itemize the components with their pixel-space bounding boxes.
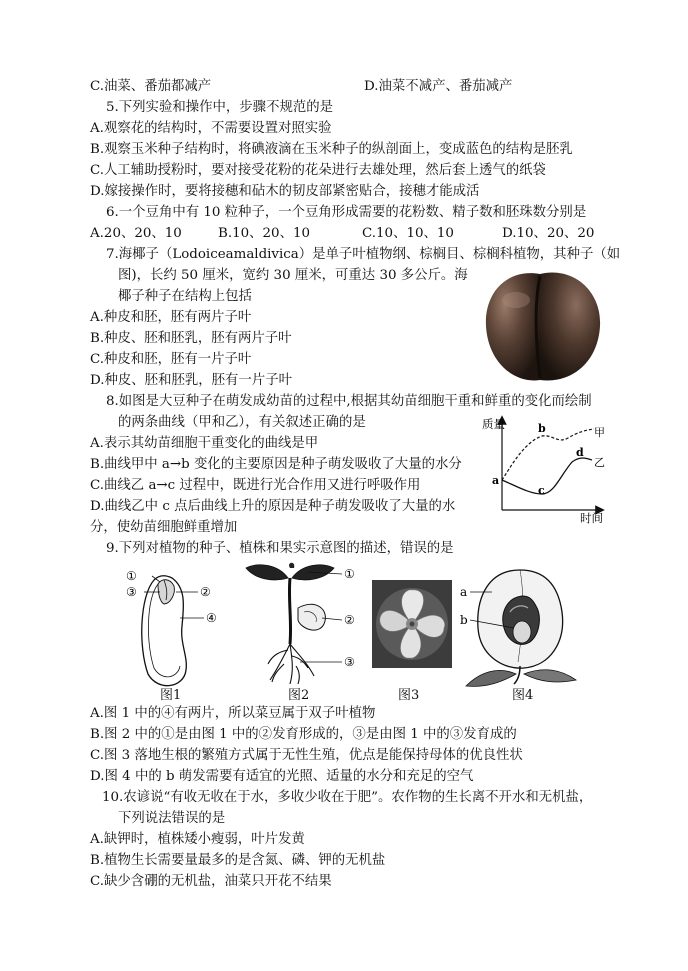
- curve-yi: [502, 458, 592, 494]
- q6-option-a: A.20、20、10: [90, 226, 182, 241]
- caption-fig1: 图1: [160, 688, 182, 703]
- q10-option-b: B.植物生长需要量最多的是含氮、磷、钾的无机盐: [90, 853, 386, 868]
- figure-4-peach-fruit: [458, 562, 582, 690]
- q9-option-a: A.图 1 中的④有两片，所以菜豆属于双子叶植物: [90, 706, 376, 721]
- q7-option-d: D.种皮、胚和胚乳，胚有一片子叶: [90, 373, 292, 388]
- q6-stem: 6.一个豆角中有 10 粒种子，一个豆角形成需要的花粉数、精子数和胚珠数分别是: [106, 205, 587, 220]
- graph-xlabel: 时间: [580, 511, 603, 524]
- q7-option-c: C.种皮和胚，胚有一片子叶: [90, 352, 252, 367]
- q7-stem-3: 椰子种子在结构上包括: [118, 289, 252, 304]
- fig1-label-2: ②: [200, 585, 211, 599]
- caption-fig4: 图4: [512, 688, 534, 703]
- q8-mass-time-graph: [480, 414, 608, 524]
- q9-option-b: B.图 2 中的①是由图 1 中的②发育形成的，③是由图 1 中的③发育成的: [90, 727, 517, 742]
- fig2-label-1: ①: [344, 567, 355, 581]
- fig4-label-a: a: [460, 585, 468, 599]
- q9-option-c: C.图 3 落地生根的繁殖方式属于无性生殖，优点是能保持母体的优良性状: [90, 748, 523, 763]
- q6-option-b: B.10、20、10: [218, 226, 310, 241]
- q10-stem-1: 10.农谚说“有收无收在于水，多收少收在于肥”。农作物的生长离不开水和无机盐，: [102, 790, 593, 805]
- sea-coconut-seed-image: [478, 264, 606, 388]
- q9-stem: 9.下列对植物的种子、植株和果实示意图的描述，错误的是: [106, 541, 454, 556]
- q4-option-c: C.油菜、番茄都减产: [90, 79, 212, 94]
- q5-option-a: A.观察花的结构时，不需要设置对照实验: [90, 121, 332, 136]
- q5-option-c: C.人工辅助授粉时，要对接受花粉的花朵进行去雄处理，然后套上透气的纸袋: [90, 163, 546, 178]
- figure-1-bean-seed: [124, 566, 236, 694]
- q10-stem-2: 下列说法错误的是: [118, 811, 226, 826]
- q9-option-d: D.图 4 中的 b 萌发需要有适宜的光照、适量的水分和充足的空气: [90, 769, 474, 784]
- curve-jia-label: 甲: [594, 426, 605, 439]
- q8-option-b: B.曲线甲中 a→b 变化的主要原因是种子萌发吸收了大量的水分: [90, 457, 462, 472]
- fig1-label-4: ④: [206, 611, 217, 625]
- q5-stem: 5.下列实验和操作中，步骤不规范的是: [106, 100, 334, 115]
- q5-option-d: D.嫁接操作时，要将接穗和砧木的韧皮部紧密贴合，接穗才能成活: [90, 184, 480, 199]
- fig1-label-1: ①: [126, 569, 137, 583]
- q4-option-d: D.油菜不减产、番茄减产: [364, 79, 513, 94]
- point-b: b: [538, 422, 546, 435]
- q7-option-a: A.种皮和胚，胚有两片子叶: [90, 310, 252, 325]
- q7-stem-1: 7.海椰子（Lodoiceamaldivica）是单子叶植物纲、棕榈目、棕榈科植物，其种子（如: [106, 247, 621, 262]
- q6-option-d: D.10、20、20: [502, 226, 595, 241]
- q7-stem-2: 图)，长约 50 厘米，宽约 30 厘米，可重达 30 多公斤。海: [118, 268, 468, 283]
- curve-yi-label: 乙: [594, 456, 605, 469]
- q8-option-a: A.表示其幼苗细胞干重变化的曲线是甲: [90, 436, 319, 451]
- graph-ylabel: 质量: [482, 417, 505, 431]
- q8-stem-1: 8.如图是大豆种子在萌发成幼苗的过程中,根据其幼苗细胞干重和鲜重的变化而绘制: [106, 394, 592, 409]
- q7-option-b: B.种皮、胚和胚乳，胚有两片子叶: [90, 331, 292, 346]
- q10-option-c: C.缺少含硼的无机盐，油菜只开花不结果: [90, 874, 332, 889]
- fig2-label-3: ③: [344, 655, 355, 669]
- point-a: a: [492, 474, 500, 487]
- q6-option-c: C.10、10、10: [362, 226, 454, 241]
- q8-stem-2: 的两条曲线（甲和乙），有关叙述正确的是: [118, 415, 366, 430]
- q10-option-a: A.缺钾时，植株矮小瘦弱，叶片发黄: [90, 832, 305, 847]
- q5-option-b: B.观察玉米种子结构时，将碘液滴在玉米种子的纵剖面上，变成蓝色的结构是胚乳: [90, 142, 573, 157]
- figure-2-seedling: [238, 560, 362, 686]
- fig4-label-b: b: [460, 613, 468, 627]
- point-d: d: [576, 446, 584, 459]
- caption-fig2: 图2: [288, 688, 310, 703]
- fig1-label-3: ③: [126, 585, 137, 599]
- figure-3-kalanchoe-photo: [372, 580, 452, 668]
- point-c: c: [538, 484, 545, 497]
- q8-option-c: C.曲线乙 a→c 过程中，既进行光合作用又进行呼吸作用: [90, 478, 421, 493]
- q8-option-d-2: 分，使幼苗细胞鲜重增加: [90, 520, 238, 535]
- q8-option-d-1: D.曲线乙中 c 点后曲线上升的原因是种子萌发吸收了大量的水: [90, 499, 456, 514]
- caption-fig3: 图3: [398, 688, 420, 703]
- fig2-label-2: ②: [344, 613, 355, 627]
